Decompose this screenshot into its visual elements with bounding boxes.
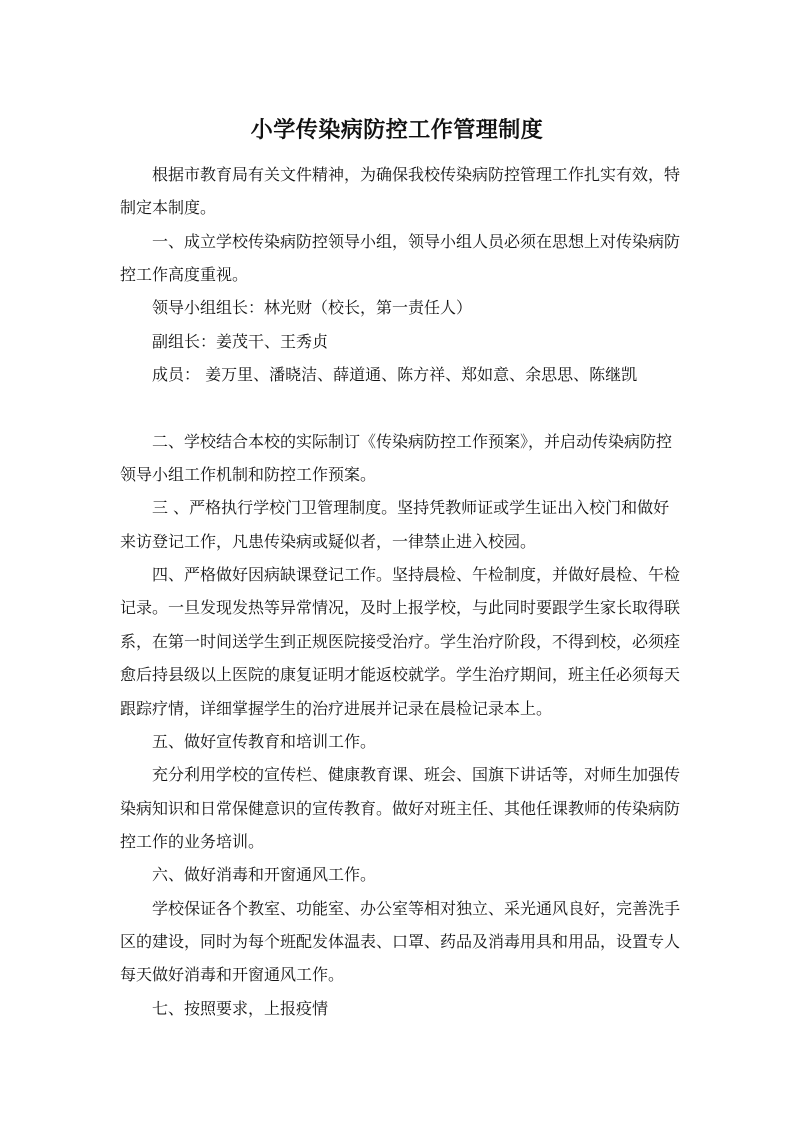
paragraph-line: 副组长：姜茂干、王秀贞 <box>152 331 329 351</box>
document-title: 小学传染病防控工作管理制度 <box>250 117 544 143</box>
paragraph-line: 领导小组组长：林光财（校长，第一责任人） <box>152 298 473 318</box>
paragraph-line: 成员： 姜万里、潘晓洁、薛道通、陈方祥、郑如意、余思思、陈继凯 <box>152 365 638 385</box>
paragraph <box>120 992 680 1025</box>
paragraph <box>120 391 680 424</box>
paragraph-line: 制定本制度。 <box>120 198 217 218</box>
document-body <box>120 158 680 1025</box>
paragraph-line: 记录。一旦发现发热等异常情况，及时上报学校，与此同时要跟学生家长取得联 <box>120 598 681 618</box>
paragraph-line: 染病知识和日常保健意识的宣传教育。做好对班主任、其他任课教师的传染病防 <box>120 798 681 818</box>
paragraph-line: 系，在第一时间送学生到正规医院接受治疗。学生治疗阶段，不得到校，必须痊 <box>120 631 681 651</box>
paragraph-line: 三 、严格执行学校门卫管理制度。坚持凭教师证或学生证出入校门和做好 <box>152 498 670 518</box>
paragraph-line: 愈后持县级以上医院的康复证明才能返校就学。学生治疗期间，班主任必须每天 <box>120 665 681 685</box>
paragraph-line: 区的建设，同时为每个班配发体温表、口罩、药品及消毒用具和用品，设置专人 <box>120 931 681 951</box>
paragraph-line: 领导小组工作机制和防控工作预案。 <box>120 465 377 485</box>
paragraph-line: 五、做好宣传教育和培训工作。 <box>152 731 377 751</box>
paragraph <box>120 892 680 992</box>
paragraph <box>120 725 680 758</box>
paragraph-line: 根据市教育局有关文件精神，为确保我校传染病防控管理工作扎实有效，特 <box>152 165 681 184</box>
paragraph-line: 充分利用学校的宣传栏、健康教育课、班会、国旗下讲话等，对师生加强传 <box>152 765 681 785</box>
paragraph <box>120 758 680 858</box>
paragraph-line: 四、严格做好因病缺课登记工作。坚持晨检、午检制度，并做好晨检、午检 <box>152 565 681 585</box>
paragraph <box>120 358 680 391</box>
paragraph-line: 控工作高度重视。 <box>120 265 249 285</box>
paragraph-line: 控工作的业务培训。 <box>120 831 265 851</box>
paragraph-line: 七、按照要求，上报疫情 <box>152 998 329 1018</box>
paragraph-line: 六、做好消毒和开窗通风工作。 <box>152 865 377 885</box>
paragraph <box>120 325 680 358</box>
paragraph <box>120 491 680 558</box>
paragraph <box>120 225 680 292</box>
paragraph-line: 跟踪疗情，详细掌握学生的治疗进展并记录在晨检记录本上。 <box>120 698 553 718</box>
paragraph-line: 学校保证各个教室、功能室、办公室等相对独立、采光通风良好，完善洗手 <box>152 898 681 918</box>
paragraph <box>120 858 680 891</box>
paragraph-line: 每天做好消毒和开窗通风工作。 <box>120 965 345 985</box>
paragraph <box>120 425 680 492</box>
paragraph-line: 一、成立学校传染病防控领导小组，领导小组人员必须在思想上对传染病防 <box>152 231 681 251</box>
paragraph <box>120 158 680 225</box>
paragraph <box>120 291 680 324</box>
paragraph-line: 二、学校结合本校的实际制订《传染病防控工作预案》，并启动传染病防控 <box>152 431 673 451</box>
paragraph <box>120 558 680 725</box>
paragraph-line: 来访登记工作，凡患传染病或疑似者，一律禁止进入校园。 <box>120 531 537 551</box>
